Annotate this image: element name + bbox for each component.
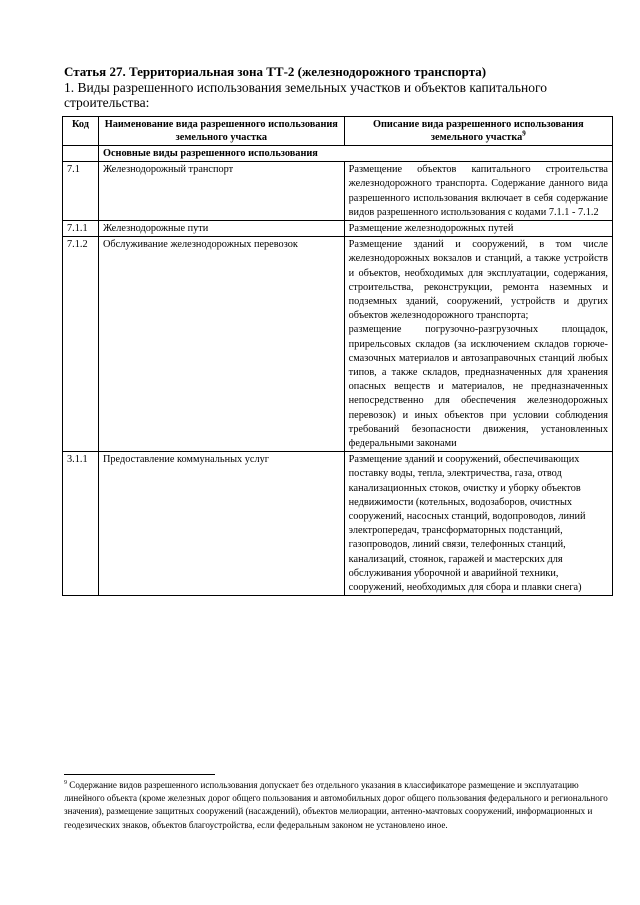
- row-code: 3.1.1: [63, 452, 99, 596]
- row-name: Железнодорожный транспорт: [98, 162, 344, 221]
- table-row: [63, 237, 613, 452]
- header-name: Наименование вида разрешенного использования земельного участка: [98, 117, 344, 146]
- footnote-ref: 9: [522, 129, 526, 138]
- footnote: [64, 779, 619, 832]
- row-name: Железнодорожные пути: [98, 221, 344, 237]
- header-code: Код: [63, 117, 99, 146]
- row-description: Размещение железнодорожных путей: [344, 221, 612, 237]
- footnote-separator: [64, 774, 215, 775]
- table-row: [63, 452, 613, 596]
- table-row: [63, 221, 613, 237]
- header-description: Описание вида разрешенного использования земельного участка$^9$: [344, 117, 612, 146]
- row-description-part-1: Размещение зданий и сооружений, в том числе железнодорожных вокзалов и станций, а также устройств и объектов, необходимых для эксплуатации, содержания, строительства, реконструкции, ремонта наземных и подземных зданий, сооружений, устройств и других объектов железнодорожного транспорта;: [348, 239, 608, 322]
- footnote-number: 9: [64, 779, 67, 786]
- row-code: 7.1: [63, 162, 99, 221]
- section-row: [63, 146, 613, 162]
- article-title: Статья 27. Территориальная зона ТТ-2 (железнодорожного транспорта): [64, 64, 487, 79]
- row-description: Размещение объектов капитального строительства железнодорожного транспорта. Содержание данного вида разрешенного использования включает в себя содержание видов разрешенного использования с кодами 7.1.1 - 7.1.2: [344, 162, 612, 221]
- row-description: [344, 237, 612, 452]
- section-title: Основные виды разрешенного использования: [98, 146, 612, 162]
- row-description-part-2: размещение погрузочно-разгрузочных площадок, прирельсовых складов (за исключением складов горюче-смазочных материалов и автозаправочных станций любых типов, а также складов, предназначенных для хранения опасных веществ и материалов, не предназначенных непосредственно для обеспечения железнодорожных перевозок) и иных объектов при условии соблюдения требований безопасности движения, установленных федеральными законами: [348, 324, 608, 450]
- intro-paragraph: 1. Виды разрешенного использования земельных участков и объектов капитального строительства:: [64, 80, 547, 110]
- row-description: Размещение зданий и сооружений, обеспечивающих поставку воды, тепла, электричества, газа, отвод канализационных стоков, очистку и уборку объектов недвижимости (котельных, водозаборов, очистных сооружений, насосных станций, водопроводов, линий электропередач, трансформаторных подстанций, газопроводов, линий связи, телефонных станций, канализаций, стоянок, гаражей и мастерских для обслуживания уборочной и аварийной техники, сооружений, необходимых для сбора и плавки снега): [344, 452, 612, 596]
- table-header-row: [63, 117, 613, 146]
- footnote-text: Содержание видов разрешенного использования допускает без отдельного указания в классификаторе размещение и эксплуатацию линейного объекта (кроме железных дорог общего пользования и автомобильных дорог общего пользования федерального и регионального значения), размещение защитных сооружений (насаждений), объектов мелиорации, антенно-мачтовых сооружений, информационных и геодезических знаков, объектов благоустройства, если федеральным законом не установлено иное.: [64, 780, 608, 830]
- row-code: 7.1.2: [63, 237, 99, 452]
- row-name: Обслуживание железнодорожных перевозок: [98, 237, 344, 452]
- table-row: [63, 162, 613, 221]
- land-use-table: [62, 116, 613, 596]
- row-code: 7.1.1: [63, 221, 99, 237]
- row-name: Предоставление коммунальных услуг: [98, 452, 344, 596]
